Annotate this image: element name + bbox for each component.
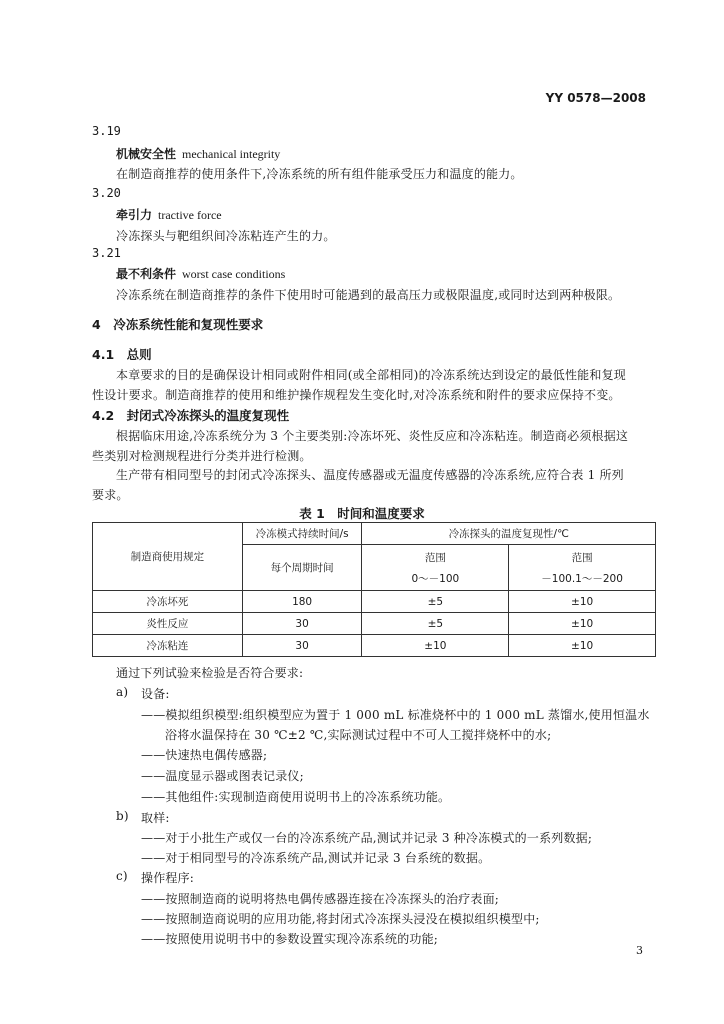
header-range-2 — [509, 545, 656, 591]
term-heading — [116, 145, 280, 162]
term-zh: 最不利条件 — [116, 267, 177, 281]
table-row — [93, 591, 656, 613]
table-row — [93, 613, 656, 635]
paragraph-line: 通过下列试验来检验是否符合要求: — [116, 666, 304, 680]
term-zh: 机械安全性 — [116, 147, 177, 161]
section-heading: 4 冷冻系统性能和复现性要求 — [92, 317, 264, 332]
paragraph-line: 性设计要求。制造商推荐的使用和维护操作规程发生变化时,对冷冻系统和附件的要求应保持不变。 — [92, 388, 621, 402]
cell-usage: 炎性反应 — [93, 613, 243, 635]
term-definition: 在制造商推荐的使用条件下,冷冻系统的所有组件能承受压力和温度的能力。 — [116, 167, 523, 181]
list-label: b) — [116, 809, 129, 823]
range-label: 范围 — [424, 551, 446, 564]
standard-number: YY 0578—2008 — [545, 91, 646, 105]
header-per-cycle: 每个周期时间 — [242, 545, 362, 591]
cell-range-2: ±10 — [509, 635, 656, 657]
subsection-heading: 4.1 总则 — [92, 347, 152, 362]
list-item: ——模拟组织模型:组织模型应为置于 1 000 mL 标准烧杯中的 1 000 mL 蒸馏水,使用恒温水 — [141, 708, 650, 722]
list-title: 操作程序: — [141, 871, 195, 885]
time-temperature-table — [92, 522, 656, 657]
cell-range-1: ±5 — [362, 591, 509, 613]
cell-time: 30 — [242, 635, 362, 657]
list-item: 浴将水温保持在 30 ℃±2 ℃,实际测试过程中不可人工搅拌烧杯中的水; — [165, 728, 552, 742]
header-temp-reproducibility: 冷冻探头的温度复现性/℃ — [362, 523, 656, 545]
paragraph-line: 本章要求的目的是确保设计相同或附件相同(或全部相同)的冷冻系统达到设定的最低性能和复现 — [116, 368, 626, 382]
cell-time: 30 — [242, 613, 362, 635]
list-title: 设备: — [141, 687, 170, 701]
header-range-1 — [362, 545, 509, 591]
cell-range-2: ±10 — [509, 613, 656, 635]
list-label: c) — [116, 869, 128, 883]
list-item: ——温度显示器或图表记录仪; — [141, 769, 304, 783]
cell-usage: 冷冻坏死 — [93, 591, 243, 613]
clause-number: 3.21 — [92, 246, 121, 260]
clause-number: 3.19 — [92, 124, 121, 138]
table-row — [93, 635, 656, 657]
range-value: －100.1～－200 — [541, 572, 623, 585]
term-en: worst case conditions — [182, 267, 286, 281]
term-heading — [116, 265, 285, 282]
paragraph-line: 生产带有相同型号的封闭式冷冻探头、温度传感器或无温度传感器的冷冻系统,应符合表 1 所列 — [116, 468, 624, 482]
list-label: a) — [116, 685, 129, 699]
term-en: mechanical integrity — [182, 147, 281, 161]
page-number: 3 — [636, 944, 643, 957]
term-en: tractive force — [158, 208, 222, 222]
list-item: ——对于相同型号的冷冻系统产品,测试并记录 3 台系统的数据。 — [141, 851, 491, 865]
subsection-heading: 4.2 封闭式冷冻探头的温度复现性 — [92, 408, 290, 423]
cell-usage: 冷冻粘连 — [93, 635, 243, 657]
list-item: ——快速热电偶传感器; — [141, 748, 268, 762]
list-item: ——按照制造商说明的应用功能,将封闭式冷冻探头浸没在模拟组织模型中; — [141, 912, 540, 926]
term-zh: 牵引力 — [116, 208, 153, 222]
cell-time: 180 — [242, 591, 362, 613]
table-caption: 表 1 时间和温度要求 — [299, 506, 425, 521]
term-definition: 冷冻系统在制造商推荐的条件下使用时可能遇到的最高压力或极限温度,或同时达到两种极限。 — [116, 288, 621, 302]
list-item: ——按照制造商的说明将热电偶传感器连接在冷冻探头的治疗表面; — [141, 892, 500, 906]
range-label: 范围 — [571, 551, 593, 564]
term-definition: 冷冻探头与靶组织间冷冻粘连产生的力。 — [116, 229, 336, 243]
cell-range-2: ±10 — [509, 591, 656, 613]
list-item: ——对于小批生产或仅一台的冷冻系统产品,测试并记录 3 种冷冻模式的一系列数据; — [141, 831, 593, 845]
list-item: ——其他组件:实现制造商使用说明书上的冷冻系统功能。 — [141, 790, 451, 804]
cell-range-1: ±5 — [362, 613, 509, 635]
header-duration: 冷冻模式持续时间/s — [242, 523, 362, 545]
range-value: 0～－100 — [411, 572, 460, 585]
paragraph-line: 根据临床用途,冷冻系统分为 3 个主要类别:冷冻坏死、炎性反应和冷冻粘连。制造商必须根据这 — [116, 429, 629, 443]
paragraph-line: 要求。 — [92, 488, 129, 502]
header-usage-rule: 制造商使用规定 — [93, 523, 243, 591]
cell-range-1: ±10 — [362, 635, 509, 657]
paragraph-line: 些类别对检测规程进行分类并进行检测。 — [92, 449, 312, 463]
clause-number: 3.20 — [92, 186, 121, 200]
list-title: 取样: — [141, 811, 170, 825]
list-item: ——按照使用说明书中的参数设置实现冷冻系统的功能; — [141, 932, 439, 946]
term-heading — [116, 206, 222, 223]
